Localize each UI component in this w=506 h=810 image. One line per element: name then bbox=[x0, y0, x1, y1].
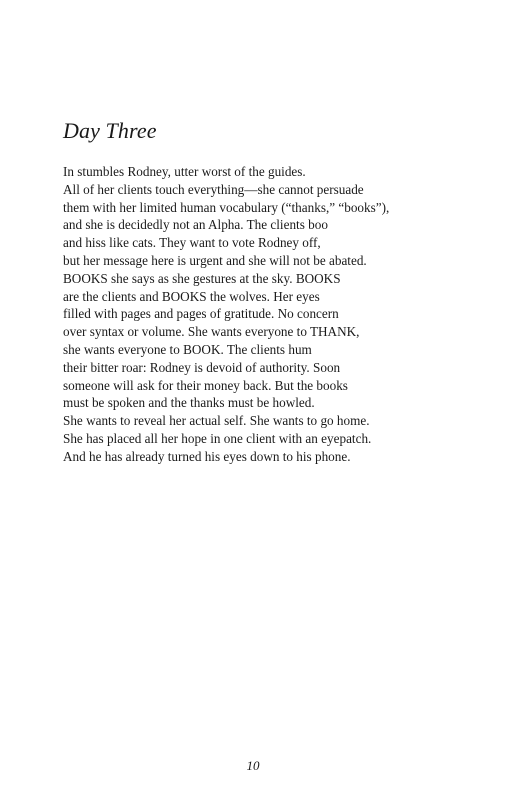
poem-line: filled with pages and pages of gratitude. No concern bbox=[63, 306, 339, 322]
poem-line: BOOKS she says as she gestures at the sky. BOOKS bbox=[63, 270, 341, 286]
page-number: 10 bbox=[246, 758, 260, 773]
poem-line: someone will ask for their money back. But the books bbox=[63, 377, 348, 393]
poem-line: she wants everyone to BOOK. The clients hum bbox=[63, 341, 312, 357]
poem-title: Day Three bbox=[63, 118, 157, 143]
poem-line: are the clients and BOOKS the wolves. Her eyes bbox=[63, 288, 320, 304]
poem-line: and hiss like cats. They want to vote Rodney off, bbox=[63, 235, 321, 251]
poem-line: their bitter roar: Rodney is devoid of authority. Soon bbox=[63, 359, 341, 375]
poem-body bbox=[63, 163, 483, 466]
poem-line: She has placed all her hope in one client with an eyepatch. bbox=[63, 430, 372, 446]
poem-line: and she is decidedly not an Alpha. The clients boo bbox=[63, 217, 328, 233]
poem-line: over syntax or volume. She wants everyone to THANK, bbox=[63, 324, 360, 340]
poem-line: must be spoken and the thanks must be howled. bbox=[63, 395, 315, 411]
poem-line: In stumbles Rodney, utter worst of the guides. bbox=[63, 164, 306, 179]
poem-line: All of her clients touch everything—she cannot persuade bbox=[63, 181, 364, 197]
poem-line: them with her limited human vocabulary (“thanks,” “books”), bbox=[63, 199, 390, 215]
poem-line: but her message here is urgent and she will not be abated. bbox=[63, 252, 367, 268]
poem-line: And he has already turned his eyes down to his phone. bbox=[63, 448, 351, 464]
poem-line: She wants to reveal her actual self. She wants to go home. bbox=[63, 413, 370, 429]
